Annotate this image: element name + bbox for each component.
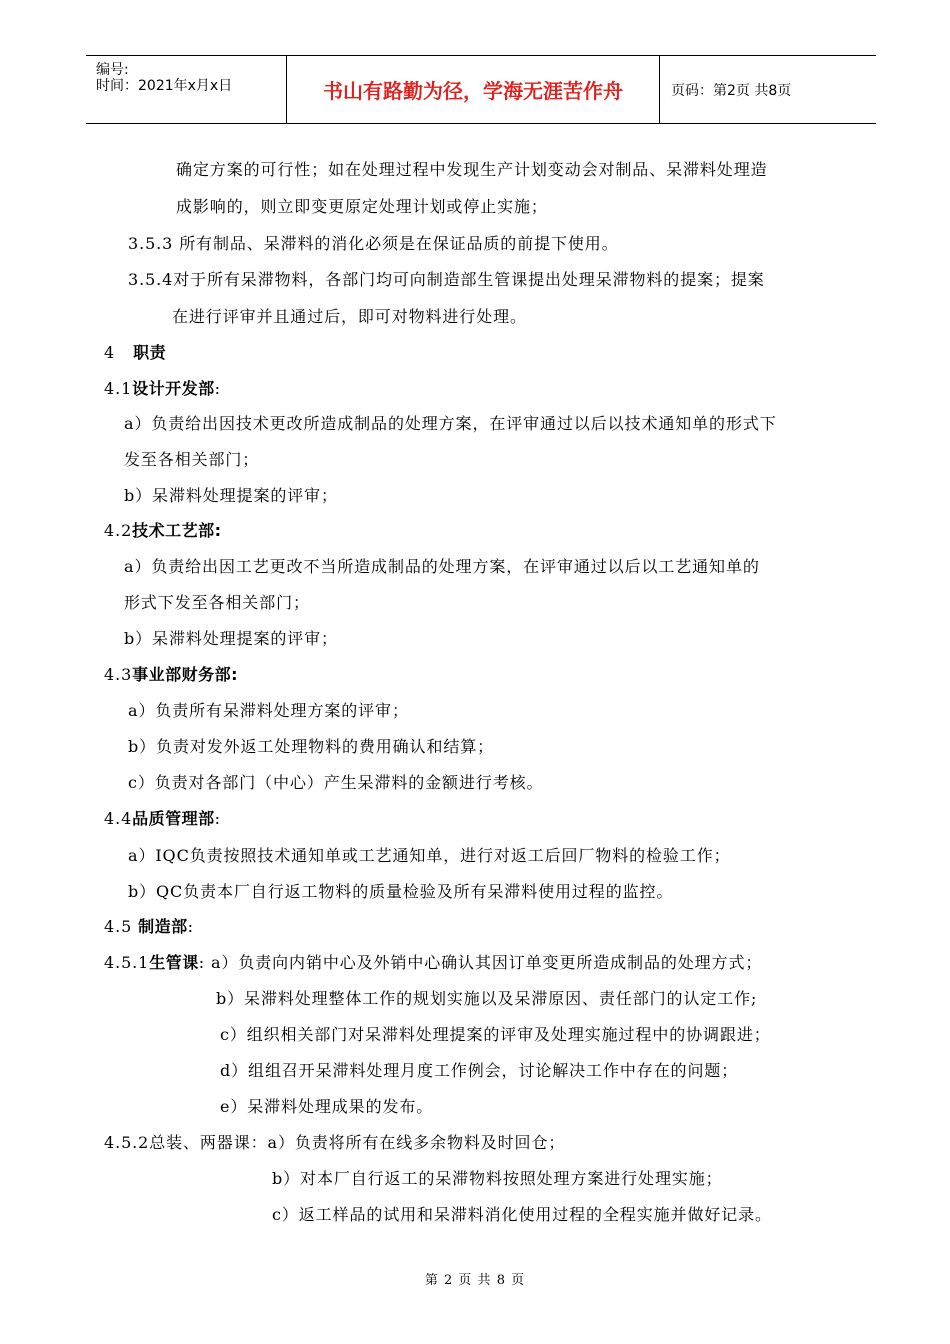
section-number: 4.5.1 xyxy=(104,953,150,972)
section-title: 设计开发部 xyxy=(132,379,215,398)
section-colon: : xyxy=(214,809,221,828)
body-line: a）负责给出因工艺更改不当所造成制品的处理方案，在评审通过以后以工艺通知单的 xyxy=(124,557,760,576)
body-line: b）呆滞料处理提案的评审； xyxy=(124,486,338,505)
body-line: b）呆滞料处理整体工作的规划实施以及呆滞原因、责任部门的认定工作; xyxy=(216,989,758,1008)
body-line: a）负责给出因技术更改所造成制品的处理方案，在评审通过以后以技术通知单的形式下 xyxy=(124,414,777,433)
body-line: a）负责所有呆滞料处理方案的评审； xyxy=(128,701,409,720)
section-title: 品质管理部 xyxy=(132,809,215,828)
section-heading-4-4 xyxy=(104,809,221,829)
section-title: 生管课 xyxy=(149,953,199,972)
section-number: 4.4 xyxy=(104,809,133,828)
section-title: 制造部 xyxy=(138,917,188,936)
section-number: 4.3 xyxy=(104,665,133,684)
section-heading-4-5-1 xyxy=(104,953,762,973)
section-colon: : xyxy=(187,917,194,936)
section-number: 4 xyxy=(104,343,116,362)
section-heading-4-3 xyxy=(104,665,238,685)
body-line: 3.5.3 所有制品、呆滞料的消化必须是在保证品质的前提下使用。 xyxy=(128,234,619,253)
section-rest: : a）负责向内销中心及外销中心确认其因订单变更所造成制品的处理方式； xyxy=(198,953,763,972)
body-line: 形式下发至各相关部门； xyxy=(124,593,310,612)
section-title: 技术工艺部: xyxy=(132,521,222,540)
section-heading-4-2 xyxy=(104,521,222,541)
header-page-info: 页码：第2页 共8页 xyxy=(671,82,792,99)
number-label: 编号: xyxy=(96,62,129,78)
body-line: 发至各相关部门； xyxy=(124,450,260,469)
body-line: c）返工样品的试用和呆滞料消化使用过程的全程实施并做好记录。 xyxy=(272,1205,772,1224)
body-line: 4.5.2总装、两器课：a）负责将所有在线多余物料及时回仓； xyxy=(104,1133,566,1152)
body-line: 3.5.4对于所有呆滞物料，各部门均可向制造部生管课提出处理呆滞物料的提案；提案 xyxy=(128,270,765,289)
section-number: 4.2 xyxy=(104,521,133,540)
section-title: 职责 xyxy=(133,343,167,362)
section-number: 4.1 xyxy=(104,379,133,398)
section-heading-4 xyxy=(104,343,166,363)
body-line: d）组组召开呆滞料处理月度工作例会，讨论解决工作中存在的问题； xyxy=(220,1061,739,1080)
body-line: b）QC负责本厂自行返工物料的质量检验及所有呆滞料使用过程的监控。 xyxy=(128,882,674,901)
body-line: b）负责对发外返工处理物料的费用确认和结算； xyxy=(128,737,495,756)
section-heading-4-5 xyxy=(104,917,194,937)
section-colon: : xyxy=(214,379,221,398)
body-line: e）呆滞料处理成果的发布。 xyxy=(220,1097,434,1116)
body-line: 在进行评审并且通过后，即可对物料进行处理。 xyxy=(172,307,527,326)
body-line: 确定方案的可行性；如在处理过程中发现生产计划变动会对制品、呆滞料处理造 xyxy=(176,160,768,179)
page-footer: 第 2 页 共 8 页 xyxy=(424,1273,526,1288)
section-number: 4.5 xyxy=(104,917,133,936)
body-line: b）呆滞料处理提案的评审； xyxy=(124,629,338,648)
body-line: a）IQC负责按照技术通知单或工艺通知单，进行对返工后回厂物料的检验工作； xyxy=(128,846,731,865)
section-title: 事业部财务部: xyxy=(132,665,239,684)
body-line: c）组织相关部门对呆滞料处理提案的评审及处理实施过程中的协调跟进； xyxy=(220,1025,771,1044)
body-line: 成影响的，则立即变更原定处理计划或停止实施； xyxy=(176,197,548,216)
header-motto: 书山有路勤为径，学海无涯苦作舟 xyxy=(287,56,660,123)
date-line: 时间：2021年x月x日 xyxy=(96,78,233,94)
page-header xyxy=(86,55,876,124)
body-line: b）对本厂自行返工的呆滞物料按照处理方案进行处理实施； xyxy=(272,1169,723,1188)
body-line: c）负责对各部门（中心）产生呆滞料的金额进行考核。 xyxy=(128,773,544,792)
header-meta-cell xyxy=(86,56,287,123)
section-heading-4-1 xyxy=(104,379,221,399)
